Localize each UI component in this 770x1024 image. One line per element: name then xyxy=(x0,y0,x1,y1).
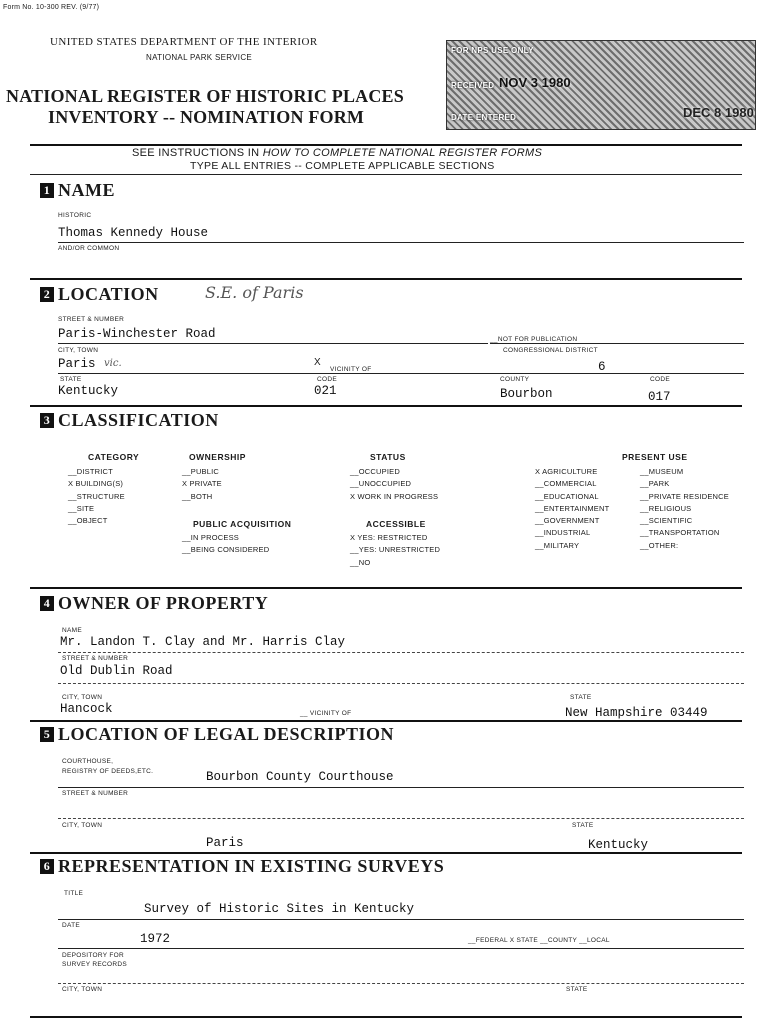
option-object[interactable]: __OBJECT xyxy=(68,516,108,526)
depository-label-line1: DEPOSITORY FOR xyxy=(62,952,124,959)
option-district[interactable]: __DISTRICT xyxy=(68,467,113,476)
present-use-list-a xyxy=(535,466,609,552)
city-rule xyxy=(58,373,744,374)
courthouse-rule xyxy=(58,787,744,788)
section-4-rule xyxy=(30,720,742,722)
congressional-district-label: CONGRESSIONAL DISTRICT xyxy=(503,347,598,354)
instructions-title: HOW TO COMPLETE NATIONAL REGISTER FORMS xyxy=(262,147,543,159)
section-6-number: 6 xyxy=(40,859,54,874)
option-private[interactable]: X PRIVATE xyxy=(182,479,222,489)
section-1-number: 1 xyxy=(40,183,54,198)
owner-name-label: NAME xyxy=(62,627,82,634)
option-agriculture[interactable]: X AGRICULTURE xyxy=(535,467,598,476)
common-name-label: AND/OR COMMON xyxy=(58,245,120,252)
legal-state-label: STATE xyxy=(572,822,594,829)
legal-city-label: CITY, TOWN xyxy=(62,822,103,829)
section-4-heading xyxy=(40,593,268,614)
option-buildings[interactable]: X BUILDING(S) xyxy=(68,479,124,489)
county-code-field[interactable]: 017 xyxy=(648,390,671,404)
option-both[interactable]: __BOTH xyxy=(182,491,213,501)
courthouse-label-line2: REGISTRY OF DEEDS,ETC. xyxy=(62,768,154,775)
congressional-district-field[interactable]: 6 xyxy=(598,360,606,374)
option-commercial[interactable]: __COMMERCIAL xyxy=(535,479,597,489)
city-handwritten-note: vic. xyxy=(104,358,122,369)
option-public[interactable]: __PUBLIC xyxy=(182,467,220,476)
owner-street-label: STREET & NUMBER xyxy=(62,655,129,662)
courthouse-label-line1: COURTHOUSE, xyxy=(62,758,114,765)
instructions-rule xyxy=(30,174,742,175)
section-3-title: CLASSIFICATION xyxy=(58,410,219,430)
option-work-in-progress[interactable]: X WORK IN PROGRESS xyxy=(350,491,439,501)
state-code-field[interactable]: 021 xyxy=(314,384,337,398)
section-2-heading xyxy=(40,284,159,305)
section-5-heading xyxy=(40,724,394,745)
section-2-number: 2 xyxy=(40,287,54,302)
survey-title-rule xyxy=(58,919,744,920)
section-1-rule xyxy=(30,278,742,280)
option-in-process[interactable]: __IN PROCESS xyxy=(182,533,240,542)
public-acquisition-heading: PUBLIC ACQUISITION xyxy=(193,519,292,529)
accessible-list xyxy=(350,532,440,569)
present-use-heading: PRESENT USE xyxy=(622,452,688,462)
vicinity-mark: X xyxy=(314,357,321,368)
depository-label-line2: SURVEY RECORDS xyxy=(62,961,128,968)
county-label: COUNTY xyxy=(500,376,530,383)
county-field[interactable]: Bourbon xyxy=(500,387,553,401)
option-scientific[interactable]: __SCIENTIFIC xyxy=(640,516,693,526)
survey-city-label: CITY, TOWN xyxy=(62,986,103,993)
historic-rule xyxy=(58,242,744,243)
city-field[interactable]: Paris xyxy=(58,357,96,371)
survey-date-rule xyxy=(58,948,744,949)
department-name: UNITED STATES DEPARTMENT OF THE INTERIOR xyxy=(50,36,318,48)
owner-vicinity-label: __ VICINITY OF xyxy=(300,710,352,717)
section-4-title: OWNER OF PROPERTY xyxy=(58,593,269,613)
courthouse-field[interactable]: Bourbon County Courthouse xyxy=(206,770,394,784)
option-unoccupied[interactable]: __UNOCCUPIED xyxy=(350,479,412,489)
historic-name-field[interactable]: Thomas Kennedy House xyxy=(58,226,209,240)
survey-title-label: TITLE xyxy=(64,890,84,897)
header-rule xyxy=(30,144,742,146)
section-3-number: 3 xyxy=(40,413,54,428)
section-2-rule xyxy=(30,405,742,407)
option-private-residence[interactable]: __PRIVATE RESIDENCE xyxy=(640,491,729,501)
received-date: NOV 3 1980 xyxy=(499,75,571,90)
legal-city-field[interactable]: Paris xyxy=(206,836,244,850)
form-title-line2: INVENTORY -- NOMINATION FORM xyxy=(48,107,365,127)
option-museum[interactable]: __MUSEUM xyxy=(640,467,684,476)
section-5-number: 5 xyxy=(40,727,54,742)
survey-date-field[interactable]: 1972 xyxy=(140,932,171,946)
ownership-list xyxy=(182,466,222,503)
instructions-line1 xyxy=(132,147,542,159)
legal-street-rule xyxy=(58,818,744,819)
survey-date-label: DATE xyxy=(62,922,81,929)
instructions-prefix: SEE INSTRUCTIONS IN xyxy=(132,147,263,159)
section-6-heading xyxy=(40,856,444,877)
instructions-line2: TYPE ALL ENTRIES -- COMPLETE APPLICABLE SECTIONS xyxy=(190,160,495,172)
not-pub-rule xyxy=(490,343,744,344)
option-other[interactable]: __OTHER: xyxy=(640,540,679,550)
option-site[interactable]: __SITE xyxy=(68,503,95,513)
owner-street-rule xyxy=(58,683,744,684)
option-educational[interactable]: __EDUCATIONAL xyxy=(535,491,599,501)
depository-rule xyxy=(58,983,744,984)
option-industrial[interactable]: __INDUSTRIAL xyxy=(535,528,591,538)
date-entered-value: DEC 8 1980 xyxy=(683,105,754,120)
owner-name-field[interactable]: Mr. Landon T. Clay and Mr. Harris Clay xyxy=(60,635,346,649)
section-6-rule xyxy=(30,1016,742,1018)
section-2-title: LOCATION xyxy=(58,284,159,304)
nps-use-box xyxy=(446,40,756,130)
option-religious[interactable]: __RELIGIOUS xyxy=(640,503,692,513)
street-field[interactable]: Paris-Winchester Road xyxy=(58,327,216,341)
form-number: Form No. 10-300 REV. (9/77) xyxy=(3,4,100,11)
section-3-heading xyxy=(40,410,219,431)
option-structure[interactable]: __STRUCTURE xyxy=(68,491,125,501)
acquisition-list xyxy=(182,532,269,557)
option-transportation[interactable]: __TRANSPORTATION xyxy=(640,528,720,538)
survey-levels[interactable]: __FEDERAL X STATE __COUNTY __LOCAL xyxy=(468,937,610,944)
accessible-heading: ACCESSIBLE xyxy=(366,519,426,529)
location-handwritten-note: S.E. of Paris xyxy=(205,283,304,302)
section-3-rule xyxy=(30,587,742,589)
state-field[interactable]: Kentucky xyxy=(58,384,119,398)
option-no[interactable]: __NO xyxy=(350,557,371,567)
date-entered-label: DATE ENTERED xyxy=(451,113,517,122)
received-label: RECEIVED xyxy=(451,81,495,90)
survey-state-label: STATE xyxy=(566,986,588,993)
form-title-line1: NATIONAL REGISTER OF HISTORIC PLACES xyxy=(6,86,404,106)
county-code-label: CODE xyxy=(650,376,670,383)
option-military[interactable]: __MILITARY xyxy=(535,540,580,550)
owner-city-field[interactable]: Hancock xyxy=(60,702,113,716)
owner-city-label: CITY, TOWN xyxy=(62,694,103,701)
option-park[interactable]: __PARK xyxy=(640,479,670,489)
historic-label: HISTORIC xyxy=(58,212,92,219)
status-list xyxy=(350,466,438,503)
owner-street-field[interactable]: Old Dublin Road xyxy=(60,664,173,678)
option-government[interactable]: __GOVERNMENT xyxy=(535,516,600,526)
section-6-title: REPRESENTATION IN EXISTING SURVEYS xyxy=(58,856,445,876)
nps-use-label: FOR NPS USE ONLY xyxy=(451,46,534,55)
owner-state-label: STATE xyxy=(570,694,592,701)
section-1-title: NAME xyxy=(58,180,115,200)
street-rule xyxy=(58,343,488,344)
owner-state-field[interactable]: New Hampshire 03449 xyxy=(565,706,708,720)
option-being-considered[interactable]: __BEING CONSIDERED xyxy=(182,545,270,555)
vicinity-label: VICINITY OF xyxy=(330,366,372,373)
street-label: STREET & NUMBER xyxy=(58,316,125,323)
not-for-publication: __NOT FOR PUBLICATION xyxy=(490,336,578,343)
status-heading: STATUS xyxy=(370,452,406,462)
section-1-heading xyxy=(40,180,115,201)
present-use-list-b xyxy=(640,466,729,552)
option-yes-unrestricted[interactable]: __YES: UNRESTRICTED xyxy=(350,545,441,555)
option-occupied[interactable]: __OCCUPIED xyxy=(350,467,400,476)
category-list xyxy=(68,466,125,527)
ownership-heading: OWNERSHIP xyxy=(189,452,246,462)
legal-state-field[interactable]: Kentucky xyxy=(588,838,649,852)
category-heading: CATEGORY xyxy=(88,452,140,462)
state-label: STATE xyxy=(60,376,82,383)
option-yes-restricted[interactable]: X YES: RESTRICTED xyxy=(350,533,428,542)
section-5-rule xyxy=(30,852,742,854)
owner-name-rule xyxy=(58,652,744,653)
section-5-title: LOCATION OF LEGAL DESCRIPTION xyxy=(58,724,395,744)
state-code-label: CODE xyxy=(317,376,337,383)
legal-street-label: STREET & NUMBER xyxy=(62,790,129,797)
option-entertainment[interactable]: __ENTERTAINMENT xyxy=(535,503,610,513)
survey-title-field[interactable]: Survey of Historic Sites in Kentucky xyxy=(144,902,415,916)
city-label: CITY, TOWN xyxy=(58,347,99,354)
section-4-number: 4 xyxy=(40,596,54,611)
service-name: NATIONAL PARK SERVICE xyxy=(146,53,253,62)
